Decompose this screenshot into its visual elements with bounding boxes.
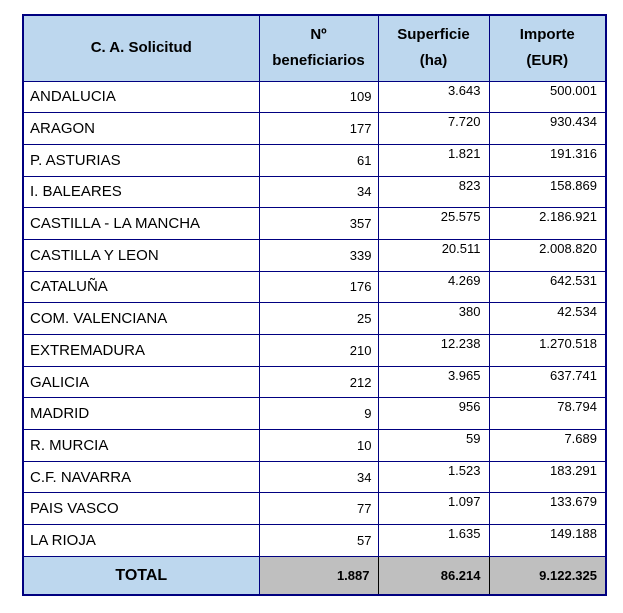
region-cell: LA RIOJA: [23, 525, 259, 557]
superficie-cell: 823: [378, 176, 489, 208]
importe-cell: 2.008.820: [489, 239, 606, 271]
table-row: [23, 144, 606, 176]
table-row: [23, 335, 606, 367]
superficie-cell: 1.635: [378, 525, 489, 557]
importe-cell: 183.291: [489, 461, 606, 493]
beneficiarios-cell: 61: [259, 144, 378, 176]
beneficiarios-cell: 57: [259, 525, 378, 557]
beneficiarios-cell: 10: [259, 430, 378, 462]
region-cell: PAIS VASCO: [23, 493, 259, 525]
importe-cell: 7.689: [489, 430, 606, 462]
region-cell: ARAGON: [23, 113, 259, 145]
region-cell: R. MURCIA: [23, 430, 259, 462]
region-cell: CASTILLA Y LEON: [23, 239, 259, 271]
beneficiarios-cell: 109: [259, 81, 378, 113]
superficie-cell: 7.720: [378, 113, 489, 145]
table-row: [23, 525, 606, 557]
importe-cell: 191.316: [489, 144, 606, 176]
table-row: [23, 303, 606, 335]
beneficiarios-cell: 176: [259, 271, 378, 303]
header-ca-solicitud: [23, 15, 259, 81]
importe-cell: 42.534: [489, 303, 606, 335]
header-superficie: [378, 15, 489, 81]
importe-cell: 2.186.921: [489, 208, 606, 240]
superficie-cell: 1.523: [378, 461, 489, 493]
beneficiarios-cell: 77: [259, 493, 378, 525]
table-row: [23, 113, 606, 145]
importe-cell: 1.270.518: [489, 335, 606, 367]
beneficiarios-cell: 9: [259, 398, 378, 430]
beneficiarios-cell: 34: [259, 461, 378, 493]
table-row: [23, 176, 606, 208]
importe-cell: 158.869: [489, 176, 606, 208]
beneficiarios-cell: 339: [259, 239, 378, 271]
beneficiarios-cell: 210: [259, 335, 378, 367]
total-importe: 9.122.325: [489, 556, 606, 595]
importe-cell: 78.794: [489, 398, 606, 430]
superficie-cell: 380: [378, 303, 489, 335]
table-header-row: [23, 15, 606, 81]
region-cell: CASTILLA - LA MANCHA: [23, 208, 259, 240]
superficie-cell: 956: [378, 398, 489, 430]
superficie-cell: 3.643: [378, 81, 489, 113]
table-row: [23, 239, 606, 271]
superficie-cell: 4.269: [378, 271, 489, 303]
header-importe: [489, 15, 606, 81]
superficie-cell: 12.238: [378, 335, 489, 367]
table-row: [23, 208, 606, 240]
importe-cell: 149.188: [489, 525, 606, 557]
region-cell: CATALUÑA: [23, 271, 259, 303]
superficie-cell: 1.097: [378, 493, 489, 525]
region-cell: C.F. NAVARRA: [23, 461, 259, 493]
beneficiarios-cell: 177: [259, 113, 378, 145]
region-cell: GALICIA: [23, 366, 259, 398]
header-num-beneficiarios-line1: Nº: [310, 26, 327, 44]
total-row: [23, 556, 606, 595]
region-cell: COM. VALENCIANA: [23, 303, 259, 335]
table-body: [23, 81, 606, 556]
importe-cell: 637.741: [489, 366, 606, 398]
beneficiaries-table: [22, 14, 607, 596]
header-importe-line1: Importe: [519, 26, 575, 44]
region-cell: ANDALUCIA: [23, 81, 259, 113]
header-superficie-line2: (ha): [419, 52, 448, 70]
total-label: TOTAL: [23, 556, 259, 595]
table-row: [23, 81, 606, 113]
importe-cell: 500.001: [489, 81, 606, 113]
beneficiarios-cell: 34: [259, 176, 378, 208]
beneficiarios-cell: 357: [259, 208, 378, 240]
region-cell: EXTREMADURA: [23, 335, 259, 367]
table-row: [23, 430, 606, 462]
header-ca-solicitud-line1: C. A. Solicitud: [90, 39, 192, 57]
superficie-cell: 1.821: [378, 144, 489, 176]
total-beneficiarios: 1.887: [259, 556, 378, 595]
beneficiarios-cell: 25: [259, 303, 378, 335]
table-row: [23, 271, 606, 303]
region-cell: I. BALEARES: [23, 176, 259, 208]
table-row: [23, 366, 606, 398]
header-num-beneficiarios-line2: beneficiarios: [272, 52, 365, 70]
table-row: [23, 461, 606, 493]
total-superficie: 86.214: [378, 556, 489, 595]
region-cell: P. ASTURIAS: [23, 144, 259, 176]
superficie-cell: 59: [378, 430, 489, 462]
header-superficie-line1: Superficie: [397, 26, 470, 44]
importe-cell: 930.434: [489, 113, 606, 145]
region-cell: MADRID: [23, 398, 259, 430]
header-num-beneficiarios: [259, 15, 378, 81]
importe-cell: 642.531: [489, 271, 606, 303]
superficie-cell: 25.575: [378, 208, 489, 240]
table-row: [23, 493, 606, 525]
beneficiarios-cell: 212: [259, 366, 378, 398]
superficie-cell: 20.511: [378, 239, 489, 271]
superficie-cell: 3.965: [378, 366, 489, 398]
importe-cell: 133.679: [489, 493, 606, 525]
table-row: [23, 398, 606, 430]
header-importe-line2: (EUR): [526, 52, 569, 70]
